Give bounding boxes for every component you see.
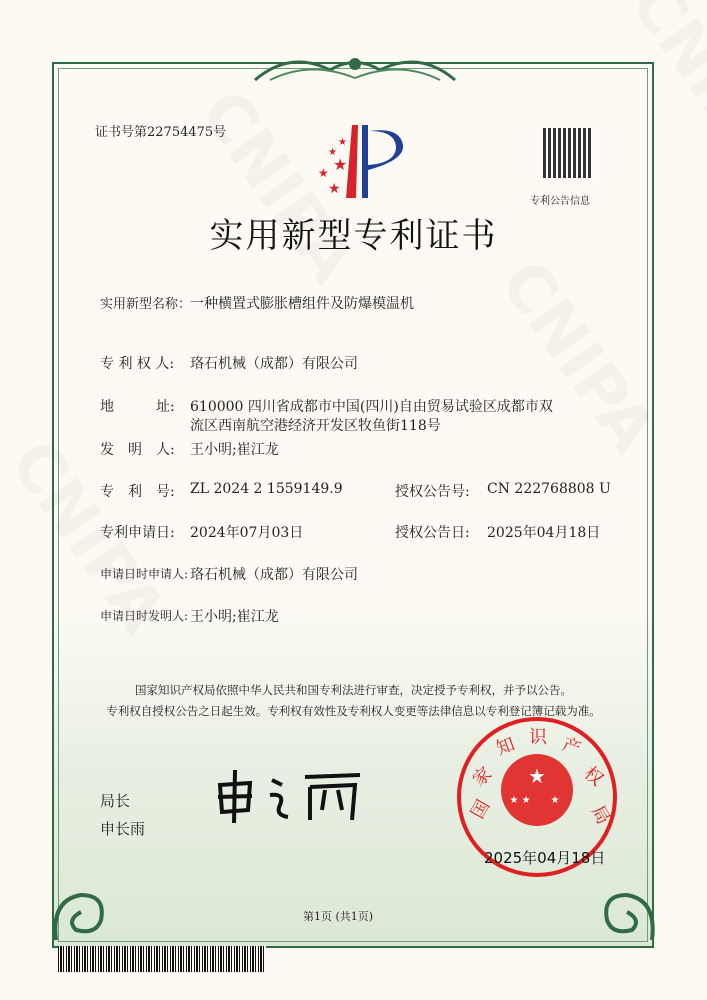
svg-text:★: ★ (528, 764, 546, 788)
filing-date-label: 专利申请日: (100, 525, 175, 541)
svg-text:家: 家 (468, 763, 497, 791)
top-ornament-icon (250, 50, 460, 90)
notice-line-1: 国家知识产权局依照中华人民共和国专利法进行审查，决定授予专利权，并予以公告。 (135, 683, 572, 697)
address-line-1: 610000 四川省成都市中国(四川)自由贸易试验区成都市双 (190, 399, 553, 415)
signatory-name: 申长雨 (100, 820, 146, 838)
address-label: 地 址: (100, 399, 175, 415)
svg-text:知: 知 (493, 733, 518, 760)
grant-publication-number-value: CN 222768808 U (487, 481, 611, 497)
svg-text:局: 局 (586, 802, 614, 829)
inventor-at-filing-label: 申请日时发明人: (100, 609, 189, 623)
qr-code[interactable] (543, 128, 593, 178)
svg-text:★: ★ (338, 137, 347, 148)
grant-publication-date-value: 2025年04月18日 (487, 525, 601, 541)
notice-line-2: 专利权自授权公告之日起生效。专利权有效性及专利权人变更等法律信息以专利登记簿记载为准。 (106, 704, 601, 718)
svg-text:★: ★ (333, 155, 348, 174)
corner-ornament-icon (592, 880, 662, 950)
patent-number-label: 专 利 号: (100, 484, 175, 500)
address-line-2: 流区西南航空港经济开发区牧鱼街118号 (190, 418, 441, 434)
qr-caption: 专利公告信息 (530, 196, 590, 207)
svg-text:国: 国 (467, 796, 495, 823)
applicant-at-filing-label: 申请日时申请人: (100, 567, 189, 581)
inventor-label: 发 明 人: (100, 442, 175, 458)
signature (210, 765, 370, 825)
svg-text:★ ★: ★ ★ (509, 795, 531, 806)
patent-number-value: ZL 2024 2 1559149.9 (190, 481, 343, 497)
signatory-title: 局长 (100, 792, 131, 810)
grant-publication-number-label: 授权公告号: (395, 484, 470, 500)
patentee-value: 珞石机械（成都）有限公司 (190, 356, 358, 372)
certificate-number: 证书号第22754475号 (95, 125, 227, 140)
page-indicator: 第1页 (共1页) (303, 910, 374, 923)
svg-text:识: 识 (529, 727, 547, 748)
grant-publication-date-label: 授权公告日: (395, 525, 470, 541)
inventor-value: 王小明;崔江龙 (190, 442, 279, 458)
page-title: 实用新型专利证书 (209, 216, 498, 256)
svg-text:权: 权 (579, 762, 608, 791)
svg-text:★: ★ (328, 181, 341, 197)
svg-text:产: 产 (559, 733, 584, 760)
utility-model-name-label: 实用新型名称： (100, 297, 192, 312)
cnipa-logo (300, 125, 410, 200)
inventor-at-filing-value: 王小明;崔江龙 (190, 609, 279, 625)
applicant-at-filing-value: 珞石机械（成都）有限公司 (190, 567, 358, 583)
utility-model-name-value: 一种横置式膨胀槽组件及防爆模温机 (190, 296, 414, 312)
svg-text:★: ★ (328, 147, 337, 158)
svg-text:★: ★ (550, 795, 560, 806)
patentee-label: 专 利 权 人: (100, 356, 175, 372)
filing-date-value: 2024年07月03日 (190, 525, 304, 541)
svg-text:★: ★ (318, 166, 329, 180)
seal-date: 2025年04月18日 (484, 849, 606, 867)
barcode (58, 946, 266, 972)
corner-ornament-icon (46, 880, 116, 950)
